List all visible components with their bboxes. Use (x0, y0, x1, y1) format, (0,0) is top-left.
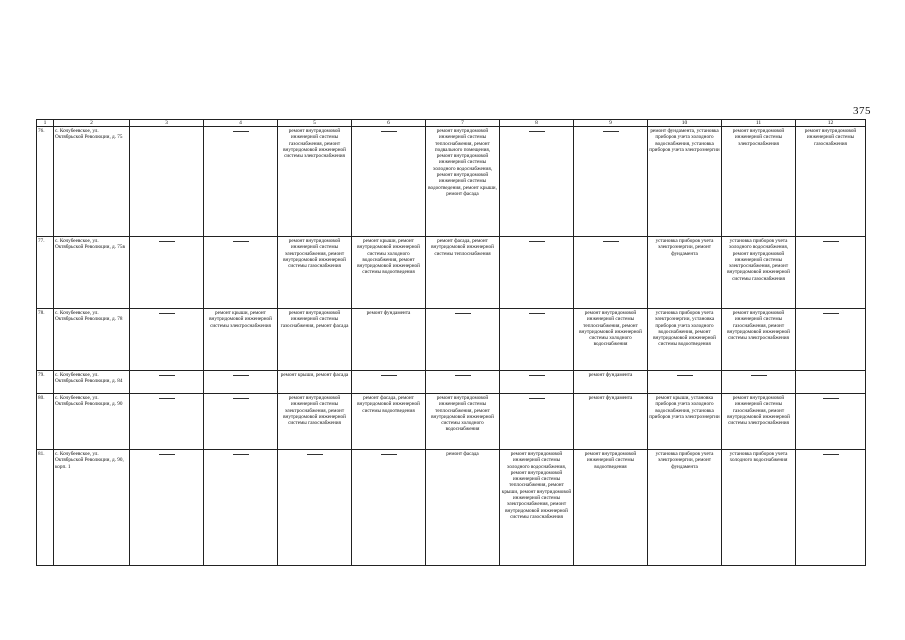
dash-mark (159, 398, 175, 399)
column-number: 4 (204, 120, 278, 127)
address-cell: с. Кочубеевское, ул. Октябрьской Революции, д. 84 (54, 371, 130, 394)
dash-mark (381, 454, 397, 455)
column-number: 7 (426, 120, 500, 127)
work-description-cell: ремонт внутридомовой инженерной системы теплоснабжения, ремонт внутридомовой инженерной системы холодного водоснабжения (574, 309, 648, 371)
dash-mark (233, 454, 249, 455)
work-description-cell: ремонт фасада, ремонт внутридомовой инженерной системы водоотведения (352, 394, 426, 450)
dash-mark (529, 131, 545, 132)
column-number: 5 (278, 120, 352, 127)
empty-dash-cell (130, 309, 204, 371)
work-description-cell: ремонт крыши, ремонт внутридомовой инженерной системы электроснабжения (204, 309, 278, 371)
row-number: 81. (37, 450, 54, 566)
dash-mark (159, 313, 175, 314)
empty-dash-cell (204, 237, 278, 309)
work-description-cell: ремонт внутридомовой инженерной системы водоотведения (574, 450, 648, 566)
empty-dash-cell (796, 309, 866, 371)
table-row (37, 371, 866, 394)
column-number: 9 (574, 120, 648, 127)
column-number: 6 (352, 120, 426, 127)
address-cell: с. Кочубеевское, ул. Октябрьской Революции, д. 78 (54, 309, 130, 371)
dash-mark (455, 375, 471, 376)
work-description-cell: ремонт внутридомовой инженерной системы газоснабжения (796, 127, 866, 237)
empty-dash-cell (500, 309, 574, 371)
work-description-cell: ремонт фундамента (574, 371, 648, 394)
work-description-cell: ремонт фундамента (352, 309, 426, 371)
work-description-cell: ремонт внутридомовой инженерной системы теплоснабжения, ремонт внутридомовой инженерной системы холодного водоснабжения (426, 394, 500, 450)
dash-mark (603, 241, 619, 242)
dash-mark (677, 375, 693, 376)
dash-mark (159, 454, 175, 455)
work-description-cell: ремонт внутридомовой инженерной системы электроснабжения (722, 127, 796, 237)
empty-dash-cell (352, 127, 426, 237)
empty-dash-cell (130, 371, 204, 394)
work-description-cell: ремонт крыши, ремонт фасада (278, 371, 352, 394)
work-description-cell (796, 371, 866, 394)
dash-mark (381, 375, 397, 376)
empty-dash-cell (500, 371, 574, 394)
empty-dash-cell (204, 371, 278, 394)
work-description-cell: ремонт фундамента, установка приборов учета холодного водоснабжения, установка приборов учета электроэнергии (648, 127, 722, 237)
empty-dash-cell (648, 371, 722, 394)
address-cell: с. Кочубеевское, ул. Октябрьской Революции, д. 90, корп. 1 (54, 450, 130, 566)
dash-mark (159, 241, 175, 242)
table-row (37, 237, 866, 309)
table-row (37, 394, 866, 450)
capital-repair-schedule-table (36, 119, 866, 566)
empty-dash-cell (426, 309, 500, 371)
work-description-cell: ремонт внутридомовой инженерной системы газоснабжения, ремонт внутридомовой инженерной системы электроснабжения (722, 394, 796, 450)
page-number: 375 (853, 105, 871, 117)
work-description-cell: ремонт фундамента (574, 394, 648, 450)
dash-mark (307, 454, 323, 455)
dash-mark (233, 375, 249, 376)
address-cell: с. Кочубеевское, ул. Октябрьской Революции, д. 75 (54, 127, 130, 237)
address-cell: с. Кочубеевское, ул. Октябрьской Революции, д. 90 (54, 394, 130, 450)
empty-dash-cell (130, 450, 204, 566)
column-number: 8 (500, 120, 574, 127)
column-number: 2 (54, 120, 130, 127)
dash-mark (823, 313, 839, 314)
empty-dash-cell (796, 450, 866, 566)
column-number: 3 (130, 120, 204, 127)
empty-dash-cell (204, 127, 278, 237)
work-description-cell: ремонт крыши, установка приборов учета холодного водоснабжения, установка приборов учета электроэнергии (648, 394, 722, 450)
dash-mark (529, 313, 545, 314)
work-description-cell: ремонт внутридомовой инженерной системы теплоснабжения, ремонт подвального помещения, ремонт внутридомовой инженерной системы холодного водоснабжения, ремонт внутридомовой инженерной системы водоотведения, ремонт крыши, ремонт фасада (426, 127, 500, 237)
table-row (37, 309, 866, 371)
empty-dash-cell (278, 450, 352, 566)
work-description-cell: ремонт фасада (426, 450, 500, 566)
work-description-cell (130, 127, 204, 237)
empty-dash-cell (130, 237, 204, 309)
work-description-cell: установка приборов учета холодного водоснабжения (722, 450, 796, 566)
dash-mark (233, 241, 249, 242)
column-number-row (37, 120, 866, 127)
dash-mark (159, 375, 175, 376)
work-description-cell: ремонт крыши, ремонт внутридомовой инженерной системы холодного водоснабжения, ремонт внутридомовой инженерной системы водоотведения (352, 237, 426, 309)
column-number: 10 (648, 120, 722, 127)
work-description-cell: ремонт внутридомовой инженерной системы электроснабжения, ремонт внутридомовой инженерной системы газоснабжения (278, 394, 352, 450)
dash-mark (823, 398, 839, 399)
work-description-cell: ремонт внутридомовой инженерной системы электроснабжения, ремонт внутридомовой инженерной системы газоснабжения (278, 237, 352, 309)
row-number: 77. (37, 237, 54, 309)
dash-mark (381, 131, 397, 132)
empty-dash-cell (500, 127, 574, 237)
dash-mark (529, 375, 545, 376)
empty-dash-cell (500, 394, 574, 450)
table-row (37, 127, 866, 237)
dash-mark (529, 241, 545, 242)
work-description-cell: ремонт внутридомовой инженерной системы газоснабжения, ремонт внутридомовой инженерной системы электроснабжения (278, 127, 352, 237)
dash-mark (233, 398, 249, 399)
dash-mark (823, 454, 839, 455)
empty-dash-cell (352, 450, 426, 566)
empty-dash-cell (796, 237, 866, 309)
work-description-cell: установка приборов учета электроэнергии, ремонт фундамента (648, 237, 722, 309)
table-row (37, 450, 866, 566)
empty-dash-cell (204, 450, 278, 566)
work-description-cell: ремонт внутридомовой инженерной системы газоснабжения, ремонт внутридомовой инженерной системы электроснабжения (722, 309, 796, 371)
work-description-cell: установка приборов учета электроэнергии, ремонт фундамента (648, 450, 722, 566)
column-number: 11 (722, 120, 796, 127)
empty-dash-cell (722, 371, 796, 394)
empty-dash-cell (500, 237, 574, 309)
row-number: 78. (37, 309, 54, 371)
empty-dash-cell (204, 394, 278, 450)
dash-mark (751, 375, 767, 376)
work-description-cell: ремонт внутридомовой инженерной системы газоснабжения, ремонт фасада (278, 309, 352, 371)
empty-dash-cell (130, 394, 204, 450)
dash-mark (529, 398, 545, 399)
column-number: 1 (37, 120, 54, 127)
empty-dash-cell (426, 371, 500, 394)
dash-mark (823, 241, 839, 242)
dash-mark (603, 131, 619, 132)
column-number: 12 (796, 120, 866, 127)
empty-dash-cell (574, 237, 648, 309)
work-description-cell: установка приборов учета холодного водоснабжения, ремонт внутридомовой инженерной системы электроснабжения, ремонт внутридомовой инженерной системы газоснабжения (722, 237, 796, 309)
empty-dash-cell (796, 394, 866, 450)
dash-mark (455, 313, 471, 314)
work-description-cell: установка приборов учета электроэнергии, установка приборов учета холодного водоснабжения, ремонт внутридомовой инженерной системы водоотведения (648, 309, 722, 371)
work-description-cell: ремонт фасада, ремонт внутридомовой инженерной системы теплоснабжения (426, 237, 500, 309)
work-description-cell: ремонт внутридомовой инженерной системы холодного водоснабжения, ремонт внутридомовой инженерной системы теплоснабжения, ремонт крыши, ремонт внутридомовой инженерной системы электроснабжения, ремонт внутридомовой инженерной системы газоснабжения (500, 450, 574, 566)
row-number: 79. (37, 371, 54, 394)
row-number: 76. (37, 127, 54, 237)
empty-dash-cell (352, 371, 426, 394)
row-number: 80. (37, 394, 54, 450)
address-cell: с. Кочубеевское, ул. Октябрьской Революции, д. 75в (54, 237, 130, 309)
dash-mark (233, 131, 249, 132)
empty-dash-cell (574, 127, 648, 237)
